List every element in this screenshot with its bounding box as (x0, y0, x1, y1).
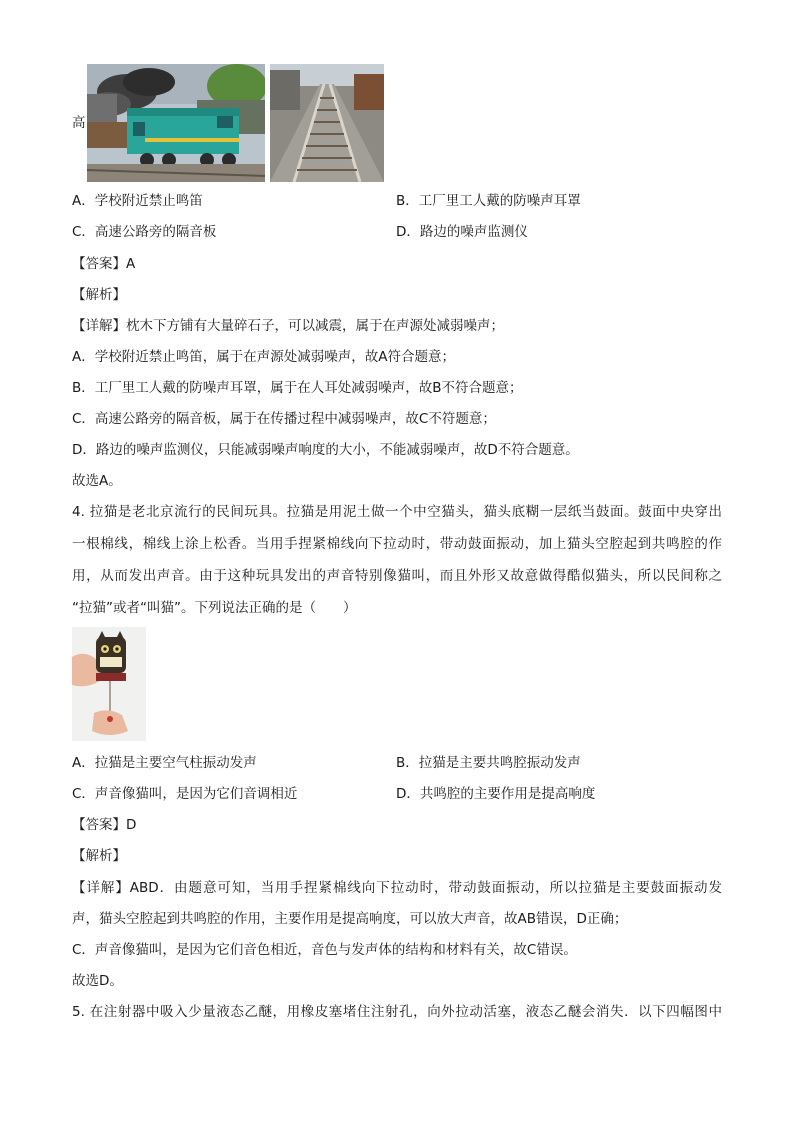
analysis-label: 【解析】 (72, 287, 126, 303)
option-c: C．高速公路旁的隔音板 (72, 224, 217, 240)
detail-line: C．声音像猫叫，是因为它们音色相近，音色与发声体的结构和材料有关，故C错误。 (72, 942, 577, 958)
option-d: D．路边的噪声监测仪 (396, 224, 528, 240)
detail-line: D．路边的噪声监测仪，只能减弱噪声响度的大小，不能减弱噪声，故D不符合题意。 (72, 442, 579, 458)
question-stem-line: 一根棉线，棉线上涂上松香。当用手捏紧棉线向下拉动时，带动鼓面振动，加上猫头空腔起到共鸣腔的作 (72, 536, 722, 552)
detail-line: 声，猫头空腔起到共鸣腔的作用，主要作用是提高响度，可以放大声音，故AB错误，D正确； (72, 911, 628, 927)
locomotive-photo (87, 64, 265, 182)
answer-label: 【答案】D (72, 817, 137, 833)
detail-line: A．学校附近禁止鸣笛，属于在声源处减弱噪声，故A符合题意； (72, 349, 455, 365)
option-a: A．学校附近禁止鸣笛 (72, 193, 203, 209)
detail-line: 【详解】枕木下方铺有大量碎石子，可以减震，属于在声源处减弱噪声； (72, 318, 504, 334)
question-stem-line: 用，从而发出声音。由于这种玩具发出的声音特别像猫叫，而且外形又故意做得酷似猫头，所以民间称之 (72, 568, 722, 584)
detail-line: 【详解】ABD．由题意可知，当用手捏紧棉线向下拉动时，带动鼓面振动，所以拉猫是主要鼓面振动发 (72, 880, 722, 896)
option-b: B．拉猫是主要共鸣腔振动发声 (396, 755, 581, 771)
answer-label: 【答案】A (72, 256, 136, 272)
option-c: C．声音像猫叫，是因为它们音调相近 (72, 786, 298, 802)
option-d: D．共鸣腔的主要作用是提高响度 (396, 786, 596, 802)
conclusion: 故选A。 (72, 473, 122, 489)
option-b: B．工厂里工人戴的防噪声耳罩 (396, 193, 581, 209)
cat-toy-photo (72, 627, 146, 741)
option-a: A．拉猫是主要空气柱振动发声 (72, 755, 257, 771)
analysis-label: 【解析】 (72, 848, 126, 864)
question-stem-line: “拉猫”或者“叫猫”。下列说法正确的是（ ） (72, 600, 357, 616)
detail-line: B．工厂里工人戴的防噪声耳罩，属于在人耳处减弱噪声，故B不符合题意； (72, 380, 523, 396)
detail-line: C．高速公路旁的隔音板，属于在传播过程中减弱噪声，故C不符题意； (72, 411, 496, 427)
railway-track-photo (270, 64, 384, 182)
stem-fragment: 高 (72, 115, 86, 131)
conclusion: 故选D。 (72, 973, 123, 989)
question-stem-line: 4. 拉猫是老北京流行的民间玩具。拉猫是用泥土做一个中空猫头，猫头底糊一层纸当鼓面。鼓面中央穿出 (72, 504, 722, 520)
question-stem-line: 5. 在注射器中吸入少量液态乙醚，用橡皮塞堵住注射孔，向外拉动活塞，液态乙醚会消失．以下四幅图中 (72, 1004, 722, 1020)
